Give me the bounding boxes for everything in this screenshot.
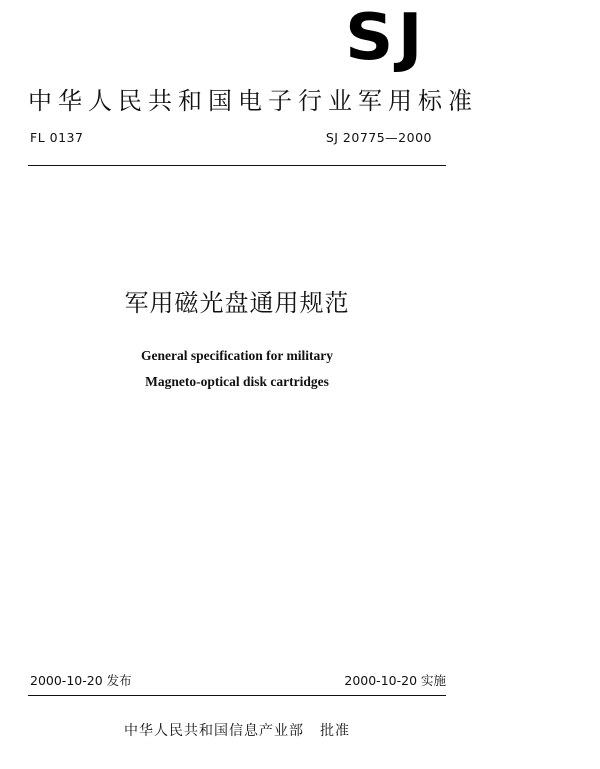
classification-code: FL 0137 [30, 130, 84, 145]
issue-date: 2000-10-20 发布 [30, 673, 132, 688]
issuing-organization-title: 中华人民共和国电子行业军用标准 [28, 87, 478, 115]
implementation-date: 2000-10-20 实施 [344, 673, 446, 688]
standard-number: SJ 20775—2000 [325, 130, 432, 145]
bottom-divider [28, 695, 446, 696]
approving-authority: 中华人民共和国信息产业部 [124, 723, 304, 739]
document-title-english-line1: General specification for military [140, 348, 334, 363]
approval-word: 批准 [320, 723, 350, 739]
document-title-english-line2: Magneto-optical disk cartridges [145, 374, 329, 389]
top-divider [28, 165, 446, 166]
sj-logo: SJ [345, 1, 427, 75]
approval-line [0, 720, 474, 740]
document-title-chinese: 军用磁光盘通用规范 [124, 289, 350, 317]
